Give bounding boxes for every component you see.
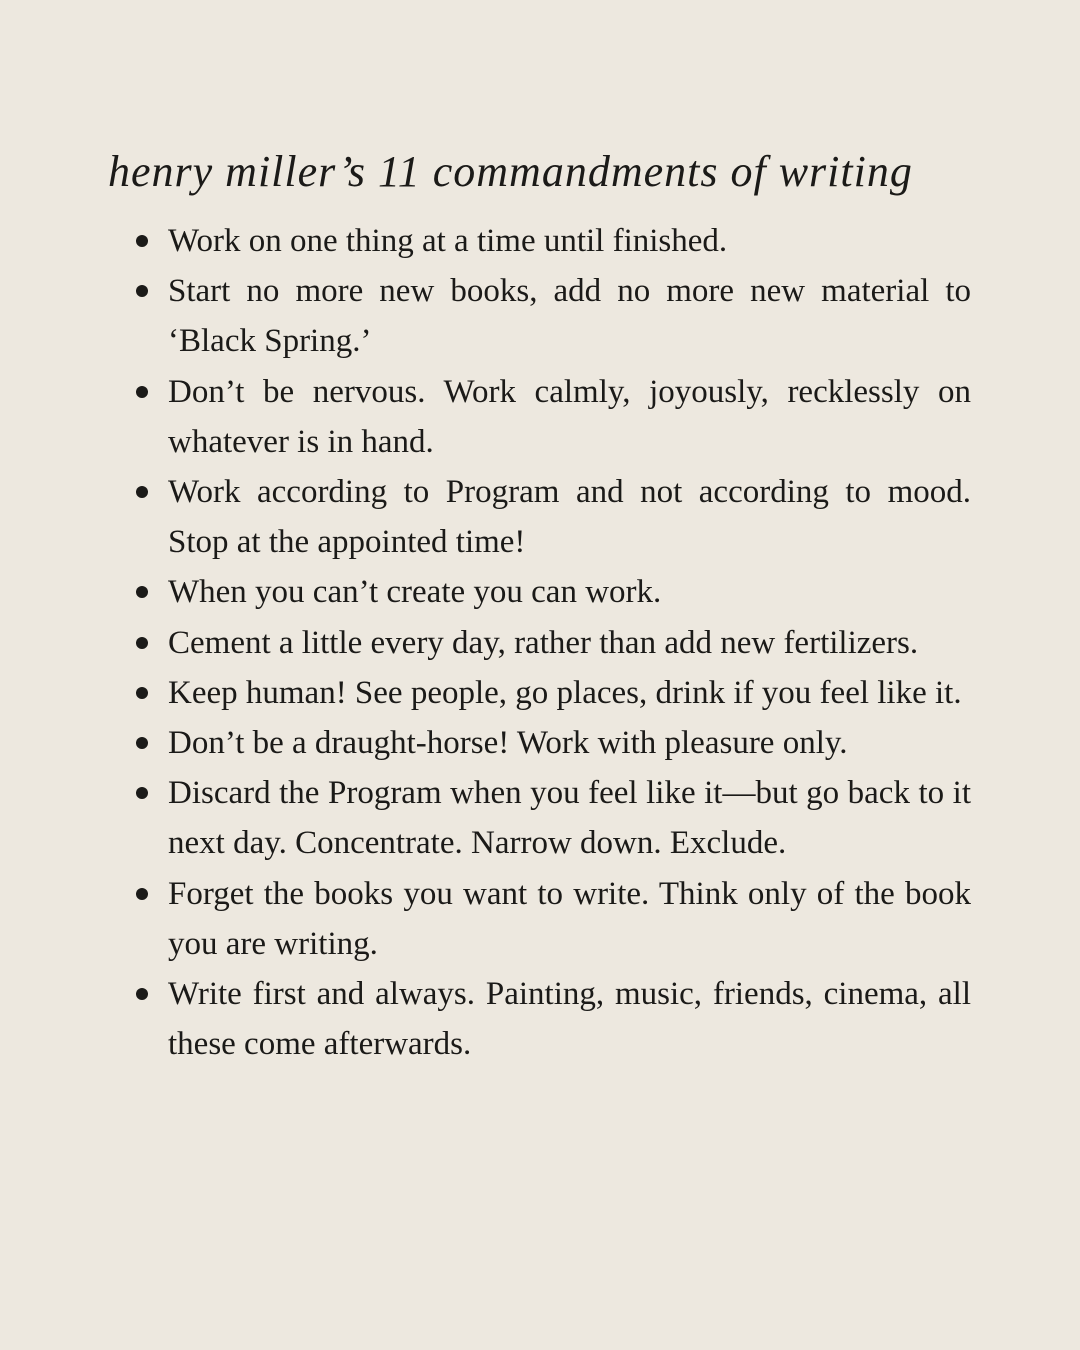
bullet-icon xyxy=(136,637,148,649)
commandment-text: Write first and always. Painting, music, friends, cinema, all these come afterwards. xyxy=(168,976,971,1063)
commandment-text: Start no more new books, add no more new material to ‘Black Spring.’ xyxy=(168,273,971,360)
bullet-icon xyxy=(136,486,148,498)
list-item xyxy=(168,266,971,366)
bullet-icon xyxy=(136,737,148,749)
commandment-text: Work on one thing at a time until finished. xyxy=(168,223,728,259)
page-title: henry miller’s 11 commandments of writing xyxy=(108,147,913,196)
list-item xyxy=(168,718,971,768)
bullet-icon xyxy=(136,687,148,699)
commandment-text: Discard the Program when you feel like it—but go back to it next day. Concentrate. Narrow down. Exclude. xyxy=(168,775,971,862)
list-item xyxy=(168,618,971,668)
bullet-icon xyxy=(136,285,148,297)
bullet-icon xyxy=(136,888,148,900)
commandment-text: When you can’t create you can work. xyxy=(168,574,662,611)
list-item xyxy=(168,768,971,868)
commandment-text: Work according to Program and not according to mood. Stop at the appointed time! xyxy=(168,474,971,561)
list-item xyxy=(168,969,971,1069)
list-item xyxy=(168,869,971,969)
list-item xyxy=(168,567,971,617)
commandment-text: Cement a little every day, rather than add new fertilizers. xyxy=(168,624,919,661)
list-item xyxy=(168,467,971,567)
bullet-icon xyxy=(136,787,148,799)
list-item xyxy=(168,216,971,266)
commandment-text: Forget the books you want to write. Think only of the book you are writing. xyxy=(168,875,971,962)
list-item xyxy=(168,367,971,467)
bullet-icon xyxy=(136,235,148,247)
commandment-text: Don’t be a draught-horse! Work with pleasure only. xyxy=(168,725,848,762)
list-item xyxy=(168,668,971,718)
bullet-icon xyxy=(136,988,148,1000)
bullet-icon xyxy=(136,586,148,598)
commandment-text: Don’t be nervous. Work calmly, joyously, recklessly on whatever is in hand. xyxy=(168,373,971,460)
commandments-list xyxy=(168,216,971,1069)
bullet-icon xyxy=(136,386,148,398)
commandment-text: Keep human! See people, go places, drink if you feel like it. xyxy=(168,674,962,711)
